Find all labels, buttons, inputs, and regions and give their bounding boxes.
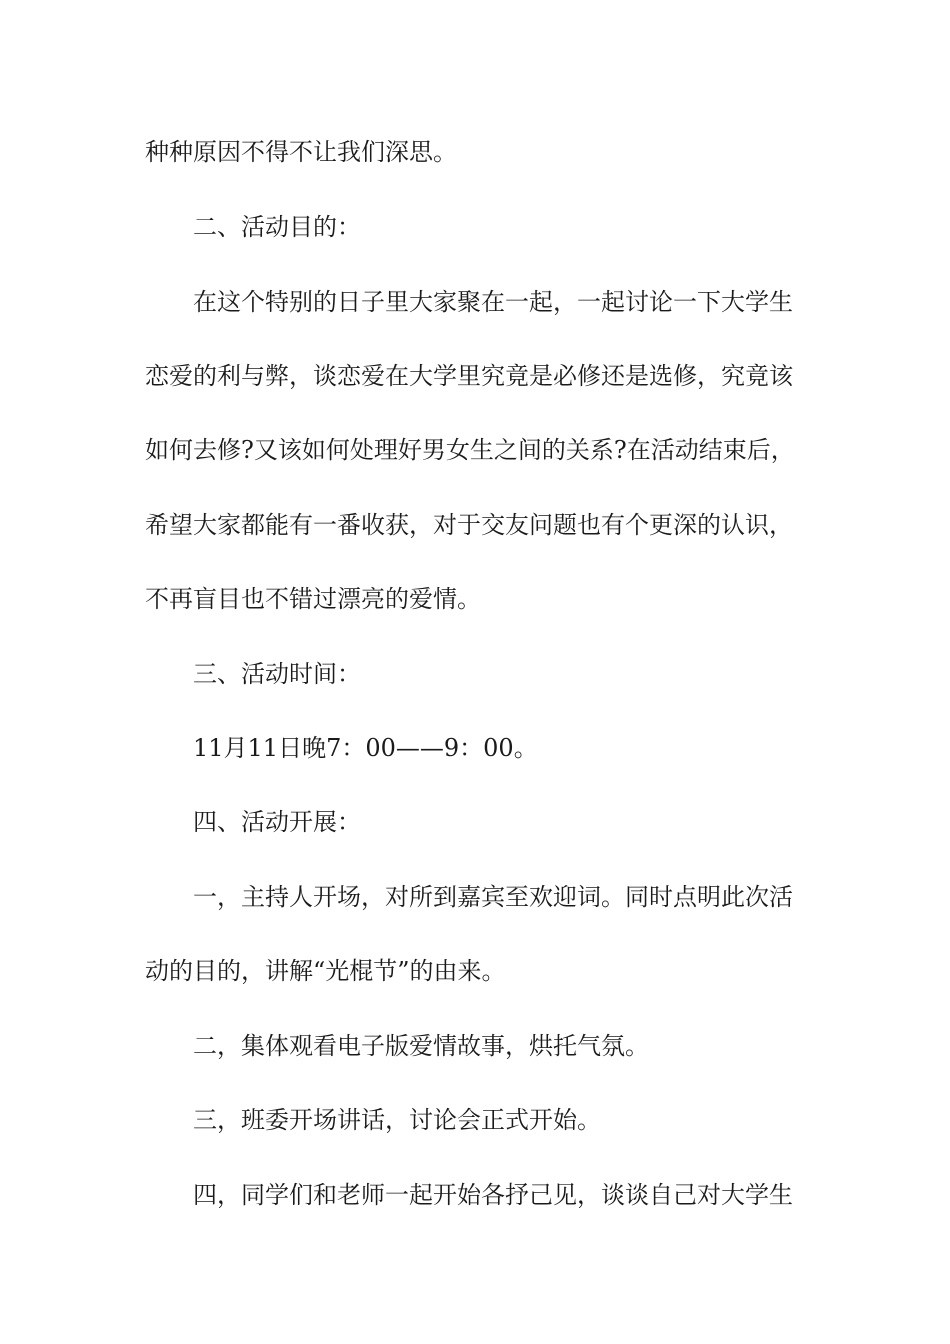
paragraph-line: 在这个特别的日子里大家聚在一起，一起讨论一下大学生 bbox=[193, 288, 793, 316]
paragraph-line: 希望大家都能有一番收获，对于交友问题也有个更深的认识， bbox=[145, 511, 793, 539]
paragraph-line: 如何去修?又该如何处理好男女生之间的关系?在活动结束后， bbox=[145, 436, 795, 464]
section-heading-purpose: 二、活动目的： bbox=[193, 213, 361, 241]
paragraph-line: 一，主持人开场，对所到嘉宾至欢迎词。同时点明此次活 bbox=[193, 883, 793, 911]
paragraph-line: 三，班委开场讲话，讨论会正式开始。 bbox=[193, 1106, 601, 1134]
paragraph-line: 不再盲目也不错过漂亮的爱情。 bbox=[145, 585, 481, 613]
paragraph-line: 二，集体观看电子版爱情故事，烘托气氛。 bbox=[193, 1032, 649, 1060]
paragraph-line: 动的目的，讲解“光棍节”的由来。 bbox=[145, 957, 506, 985]
event-time-text: 11月11日晚7：00——9：00。 bbox=[193, 734, 538, 762]
paragraph-line: 种种原因不得不让我们深思。 bbox=[145, 138, 457, 166]
section-heading-activities: 四、活动开展： bbox=[193, 808, 361, 836]
paragraph-line: 四，同学们和老师一起开始各抒己见，谈谈自己对大学生 bbox=[193, 1181, 793, 1209]
paragraph-line: 恋爱的利与弊，谈恋爱在大学里究竟是必修还是选修，究竟该 bbox=[145, 362, 793, 390]
section-heading-time: 三、活动时间： bbox=[193, 660, 361, 688]
